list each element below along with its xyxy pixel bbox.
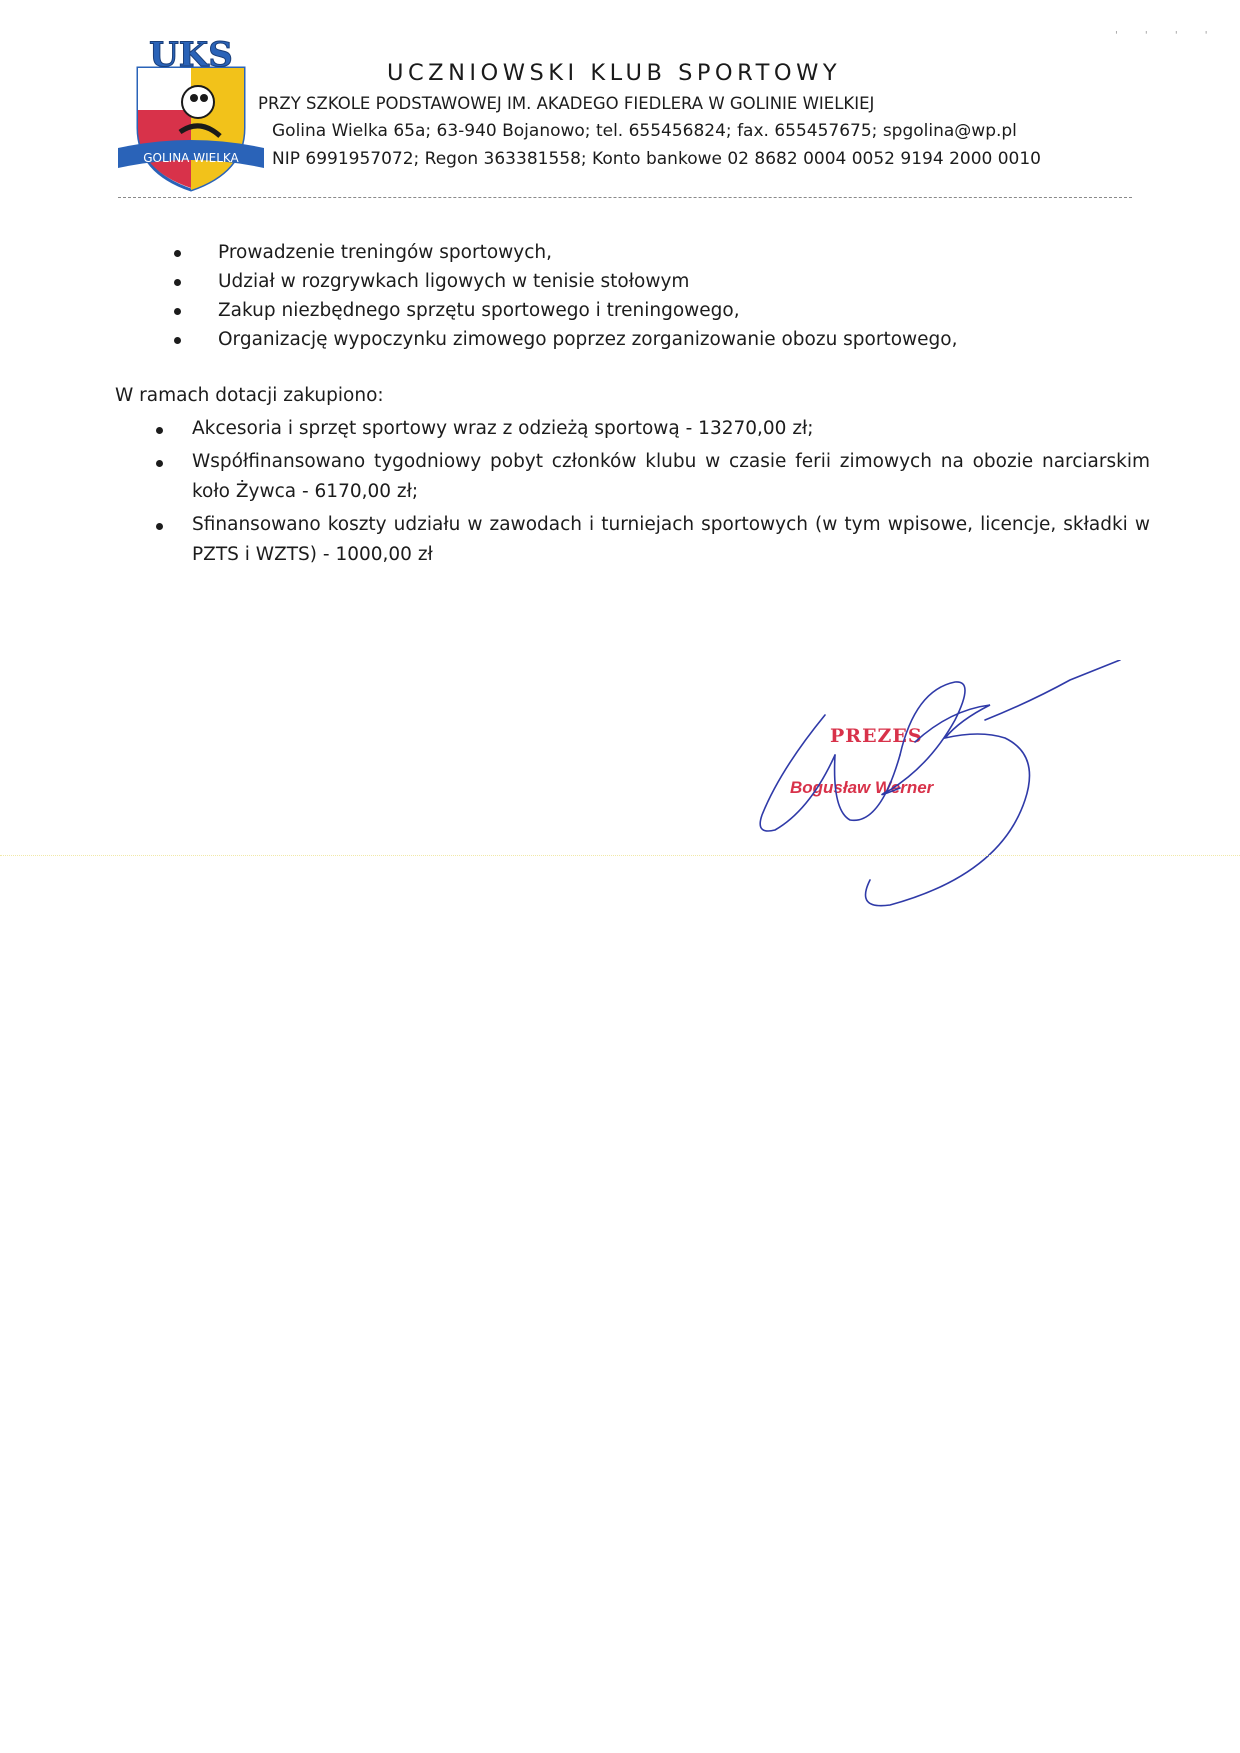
list-item: Udział w rozgrywkach ligowych w tenisie stołowym bbox=[168, 267, 958, 296]
stamp-name: Bogusław Werner bbox=[790, 778, 934, 797]
list-item: Organizację wypoczynku zimowego poprzez zorganizowanie obozu sportowego, bbox=[168, 325, 958, 354]
letterhead bbox=[110, 30, 1140, 200]
club-name: UCZNIOWSKI KLUB SPORTOWY bbox=[387, 60, 842, 86]
scan-marks: ' ' ' ' bbox=[1115, 30, 1220, 41]
club-registry: NIP 6991957072; Regon 363381558; Konto bankowe 02 8682 0004 0052 9194 2000 0010 bbox=[272, 149, 1042, 169]
logo-ribbon-text: GOLINA WIELKA bbox=[143, 151, 239, 165]
list-item: Zakup niezbędnego sprzętu sportowego i treningowego, bbox=[168, 296, 958, 325]
activities-list bbox=[168, 238, 958, 354]
list-item: Współfinansowano tygodniowy pobyt członków klubu w czasie ferii zimowych na obozie narciarskim koło Żywca - 6170,00 zł; bbox=[150, 447, 1150, 507]
scan-artifact-line bbox=[0, 855, 1240, 856]
list-item: Sfinansowano koszty udziału w zawodach i turniejach sportowych (w tym wpisowe, licencje, składki w PZTS i WZTS) - 1000,00 zł bbox=[150, 510, 1150, 570]
list-item: Akcesoria i sprzęt sportowy wraz z odzieżą sportową - 13270,00 zł; bbox=[150, 414, 1150, 444]
grant-intro: W ramach dotacji zakupiono: bbox=[115, 385, 384, 406]
letterhead-divider bbox=[118, 197, 1132, 198]
purchases-list bbox=[150, 414, 1150, 573]
club-address: Golina Wielka 65a; 63-940 Bojanowo; tel. 655456824; fax. 655457675; spgolina@wp.pl bbox=[272, 121, 1017, 141]
logo-text: UKS bbox=[149, 40, 233, 75]
signature bbox=[740, 660, 1140, 910]
list-item: Prowadzenie treningów sportowych, bbox=[168, 238, 958, 267]
stamp-title: PREZES bbox=[830, 725, 923, 747]
club-logo bbox=[116, 40, 266, 200]
club-subtitle: PRZY SZKOLE PODSTAWOWEJ IM. AKADEGO FIEDLERA W GOLINIE WIELKIEJ bbox=[258, 94, 875, 113]
